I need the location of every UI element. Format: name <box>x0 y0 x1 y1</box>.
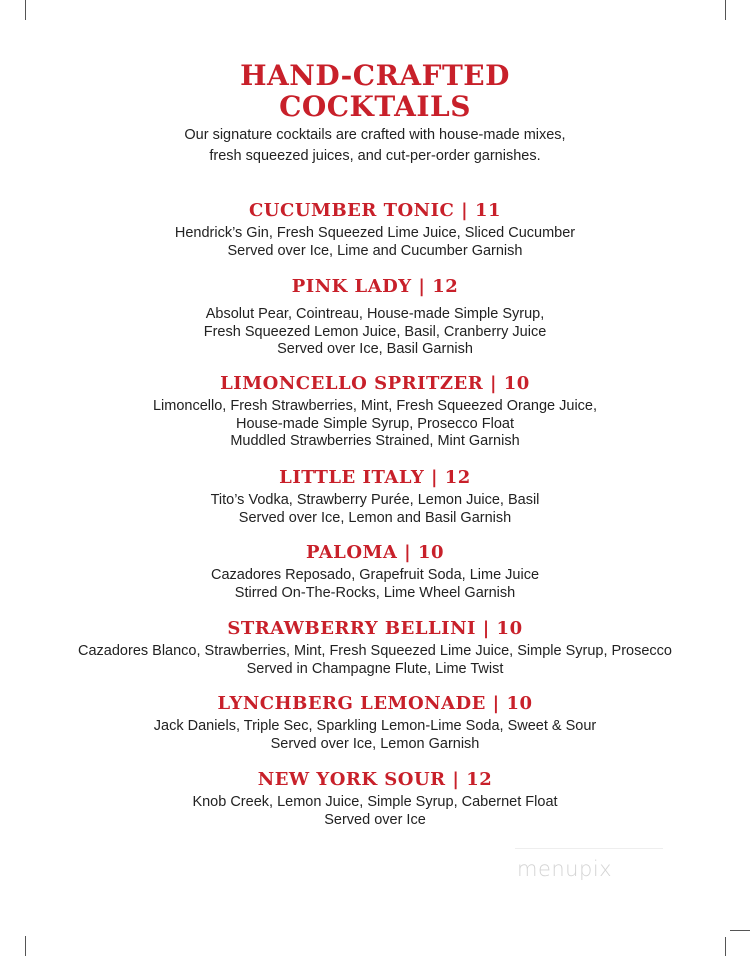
crop-mark <box>25 936 26 956</box>
menu-item <box>0 373 750 451</box>
menu-item-title: STRAWBERRY BELLINI | 10 <box>227 618 523 639</box>
menu-item-description: Served over Ice, Basil Garnish <box>277 341 473 357</box>
menu-item-title: LYNCHBERG LEMONADE | 10 <box>217 693 533 714</box>
menu-item-description: Limoncello, Fresh Strawberries, Mint, Fresh Squeezed Orange Juice, <box>152 398 598 414</box>
menu-item-description: Cazadores Reposado, Grapefruit Soda, Lime Juice <box>210 567 540 583</box>
title-line: HAND-CRAFTED <box>240 59 510 92</box>
menu-item <box>0 200 750 260</box>
menu-item-description: Hendrick’s Gin, Fresh Squeezed Lime Juice, Sliced Cucumber <box>174 225 576 241</box>
menu-item <box>0 467 750 527</box>
menu-item-title: PALOMA | 10 <box>305 542 445 563</box>
crop-mark <box>725 0 726 20</box>
subtitle-line: fresh squeezed juices, and cut-per-order garnishes. <box>209 148 541 164</box>
watermark-line <box>515 848 663 849</box>
page-title <box>0 60 750 122</box>
menu-item <box>0 769 750 829</box>
title-line: COCKTAILS <box>279 90 471 123</box>
menu-item-description: Absolut Pear, Cointreau, House-made Simple Syrup, <box>205 306 545 322</box>
crop-mark <box>25 0 26 20</box>
menu-item-description: Served over Ice, Lemon and Basil Garnish <box>238 509 512 526</box>
menu-item-title: LITTLE ITALY | 12 <box>279 467 471 488</box>
menu-item-description: Knob Creek, Lemon Juice, Simple Syrup, Cabernet Float <box>192 794 558 810</box>
menu-item-description: Served in Champagne Flute, Lime Twist <box>246 660 504 677</box>
crop-mark <box>725 937 726 956</box>
menu-item <box>0 276 750 359</box>
menu-item-title: CUCUMBER TONIC | 11 <box>248 200 502 221</box>
menu-item <box>0 693 750 753</box>
menu-item-title: NEW YORK SOUR | 12 <box>257 769 493 790</box>
menu-item-description: Served over Ice <box>324 811 426 828</box>
menu-item-description: Stirred On-The-Rocks, Lime Wheel Garnish <box>234 584 516 601</box>
menu-item-description: Tito’s Vodka, Strawberry Purée, Lemon Juice, Basil <box>210 492 540 508</box>
menu-item <box>0 542 750 602</box>
menu-item-title: LIMONCELLO SPRITZER | 10 <box>220 373 530 394</box>
watermark-logo: menupix <box>517 857 613 881</box>
page-subtitle <box>0 125 750 167</box>
menu-item-description: Jack Daniels, Triple Sec, Sparkling Lemon-Lime Soda, Sweet & Sour <box>153 718 597 734</box>
menu-item-description: Served over Ice, Lemon Garnish <box>270 735 480 752</box>
menu-item-description: Served over Ice, Lime and Cucumber Garnish <box>227 242 523 259</box>
menu-item-description: Cazadores Blanco, Strawberries, Mint, Fresh Squeezed Lime Juice, Simple Syrup, Prosecco <box>78 643 672 659</box>
menu-item-description: Fresh Squeezed Lemon Juice, Basil, Cranberry Juice <box>203 323 547 340</box>
menu-item-description: Muddled Strawberries Strained, Mint Garnish <box>230 433 520 449</box>
menu-item <box>0 618 750 678</box>
menu-item-description: House-made Simple Syrup, Prosecco Float <box>235 415 515 432</box>
subtitle-line: Our signature cocktails are crafted with house-made mixes, <box>184 127 566 143</box>
crop-mark <box>730 930 750 931</box>
menu-item-title: PINK LADY | 12 <box>291 276 459 297</box>
